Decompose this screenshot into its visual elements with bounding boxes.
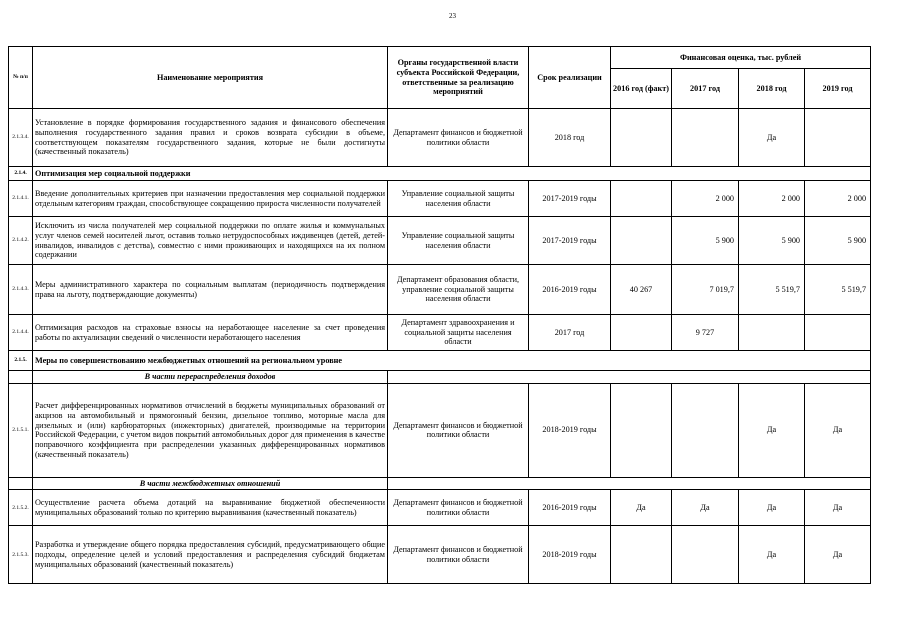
row-2019: Да xyxy=(805,383,871,477)
measures-table xyxy=(8,46,871,584)
row-2018: Да xyxy=(739,526,805,584)
row-name: Установление в порядке формирования государственного задания и финансового обеспечения выполнения государственного задания правил и сроков возврата субсидии в объеме, соответствующем показателям государственного задания, которые не были достигнуты (качественный показатель) xyxy=(33,109,388,167)
subsection-title: В части перераспределения доходов xyxy=(33,371,388,384)
row-number: 2.1.4.3. xyxy=(9,265,33,315)
section-title: Меры по совершенствованию межбюджетных отношений на региональном уровне xyxy=(33,351,871,371)
table-row xyxy=(9,526,871,584)
section-row xyxy=(9,351,871,371)
row-2017: 2 000 xyxy=(672,181,739,217)
row-2016 xyxy=(611,109,672,167)
row-2017 xyxy=(672,383,739,477)
row-2017: 9 727 xyxy=(672,315,739,351)
header-year-2018: 2018 год xyxy=(739,69,805,109)
row-organ: Управление социальной защиты населения области xyxy=(388,181,529,217)
section-title: Оптимизация мер социальной поддержки xyxy=(33,167,871,181)
row-number: 2.1.5.1. xyxy=(9,383,33,477)
row-term: 2017 год xyxy=(529,315,611,351)
row-2017 xyxy=(672,526,739,584)
row-2016: Да xyxy=(611,490,672,526)
row-2019: 5 519,7 xyxy=(805,265,871,315)
header-name: Наименование мероприятия xyxy=(33,47,388,109)
row-name: Расчет дифференцированных нормативов отчислений в бюджеты муниципальных образований от акцизов на автомобильный и прямогонный бензин, дизельное топливо, моторные масла для дизельных и (или) карбюраторных (инжекторных) двигателей, производимые на территории Российской Федерации, с учетом видов покрытий автомобильных дорог для применения в качестве поправочного коэффициента при распределении указанных дифференцированных нормативов (качественный показатель) xyxy=(33,383,388,477)
row-name: Меры административного характера по социальным выплатам (периодичность подтверждения права на льготу, подтверждающие документы) xyxy=(33,265,388,315)
row-number: 2.1.5.2. xyxy=(9,490,33,526)
row-organ: Департамент финансов и бюджетной политики области xyxy=(388,490,529,526)
header-num: № п/п xyxy=(9,47,33,109)
row-organ: Департамент финансов и бюджетной политики области xyxy=(388,526,529,584)
row-2016 xyxy=(611,526,672,584)
table-row xyxy=(9,383,871,477)
row-2019: Да xyxy=(805,490,871,526)
header-organs: Органы государственной власти субъекта Российской Федерации, ответственные за реализацию мероприятий xyxy=(388,47,529,109)
row-organ: Департамент образования области, управление социальной защиты населения области xyxy=(388,265,529,315)
row-2017: 5 900 xyxy=(672,217,739,265)
page-number: 23 xyxy=(449,12,456,20)
row-number: 2.1.4.1. xyxy=(9,181,33,217)
row-name: Разработка и утверждение общего порядка предоставления субсидий, предусматривающего общие подходы, определение целей и условий предоставления и распределения субсидий бюджетам муниципальных образований (качественный показатель) xyxy=(33,526,388,584)
row-term: 2016-2019 годы xyxy=(529,490,611,526)
row-2016: 40 267 xyxy=(611,265,672,315)
row-2016 xyxy=(611,315,672,351)
row-2018: Да xyxy=(739,383,805,477)
table-header-row xyxy=(9,47,871,69)
row-2018 xyxy=(739,315,805,351)
row-number: 2.1.4.4. xyxy=(9,315,33,351)
row-2018: 2 000 xyxy=(739,181,805,217)
section-number: 2.1.5. xyxy=(9,351,33,371)
row-2017: Да xyxy=(672,490,739,526)
section-number: 2.1.4. xyxy=(9,167,33,181)
row-term: 2017-2019 годы xyxy=(529,181,611,217)
row-term: 2018 год xyxy=(529,109,611,167)
table-row xyxy=(9,181,871,217)
row-2016 xyxy=(611,217,672,265)
row-2018: Да xyxy=(739,490,805,526)
row-2019: 2 000 xyxy=(805,181,871,217)
row-organ: Департамент финансов и бюджетной политики области xyxy=(388,383,529,477)
row-organ: Управление социальной защиты населения области xyxy=(388,217,529,265)
header-year-2017: 2017 год xyxy=(672,69,739,109)
row-name: Осуществление расчета объема дотаций на выравнивание бюджетной обеспеченности муниципальных образований только по критерию выравнивания (качественный показатель) xyxy=(33,490,388,526)
table-row xyxy=(9,265,871,315)
row-2016 xyxy=(611,383,672,477)
table-row xyxy=(9,217,871,265)
section-row xyxy=(9,167,871,181)
table-row xyxy=(9,490,871,526)
row-term: 2018-2019 годы xyxy=(529,526,611,584)
header-term: Срок реализации xyxy=(529,47,611,109)
header-finance: Финансовая оценка, тыс. рублей xyxy=(611,47,871,69)
row-name: Исключить из числа получателей мер социальной поддержки по оплате жилья и коммунальных услуг членов семей носителей льгот, оставив только нетрудоспособных иждивенцев (детей, детей-инвалидов, инвалидов с детства), совместно с ними проживающих и находящихся на их полном содержании xyxy=(33,217,388,265)
row-number: 2.1.3.4. xyxy=(9,109,33,167)
row-term: 2016-2019 годы xyxy=(529,265,611,315)
row-term: 2018-2019 годы xyxy=(529,383,611,477)
row-2018: Да xyxy=(739,109,805,167)
row-2018: 5 900 xyxy=(739,217,805,265)
row-organ: Департамент финансов и бюджетной политики области xyxy=(388,109,529,167)
row-2017 xyxy=(672,109,739,167)
row-number: 2.1.5.3. xyxy=(9,526,33,584)
row-name: Введение дополнительных критериев при назначении предоставления мер социальной поддержки отдельным категориям граждан, способствующее сокращению прироста численности получателей xyxy=(33,181,388,217)
row-2016 xyxy=(611,181,672,217)
header-year-2019: 2019 год xyxy=(805,69,871,109)
row-name: Оптимизация расходов на страховые взносы на неработающее население за счет проведения работы по актуализации сведений о численности неработающего населения xyxy=(33,315,388,351)
row-2019: 5 900 xyxy=(805,217,871,265)
row-2019: Да xyxy=(805,526,871,584)
row-2018: 5 519,7 xyxy=(739,265,805,315)
row-number: 2.1.4.2. xyxy=(9,217,33,265)
subsection-row xyxy=(9,477,871,490)
row-term: 2017-2019 годы xyxy=(529,217,611,265)
row-2017: 7 019,7 xyxy=(672,265,739,315)
row-2019 xyxy=(805,315,871,351)
table-row xyxy=(9,315,871,351)
subsection-row xyxy=(9,371,871,384)
row-organ: Департамент здравоохранения и социальной защиты населения области xyxy=(388,315,529,351)
header-year-2016: 2016 год (факт) xyxy=(611,69,672,109)
row-2019 xyxy=(805,109,871,167)
subsection-title: В части межбюджетных отношений xyxy=(33,477,388,490)
table-row xyxy=(9,109,871,167)
